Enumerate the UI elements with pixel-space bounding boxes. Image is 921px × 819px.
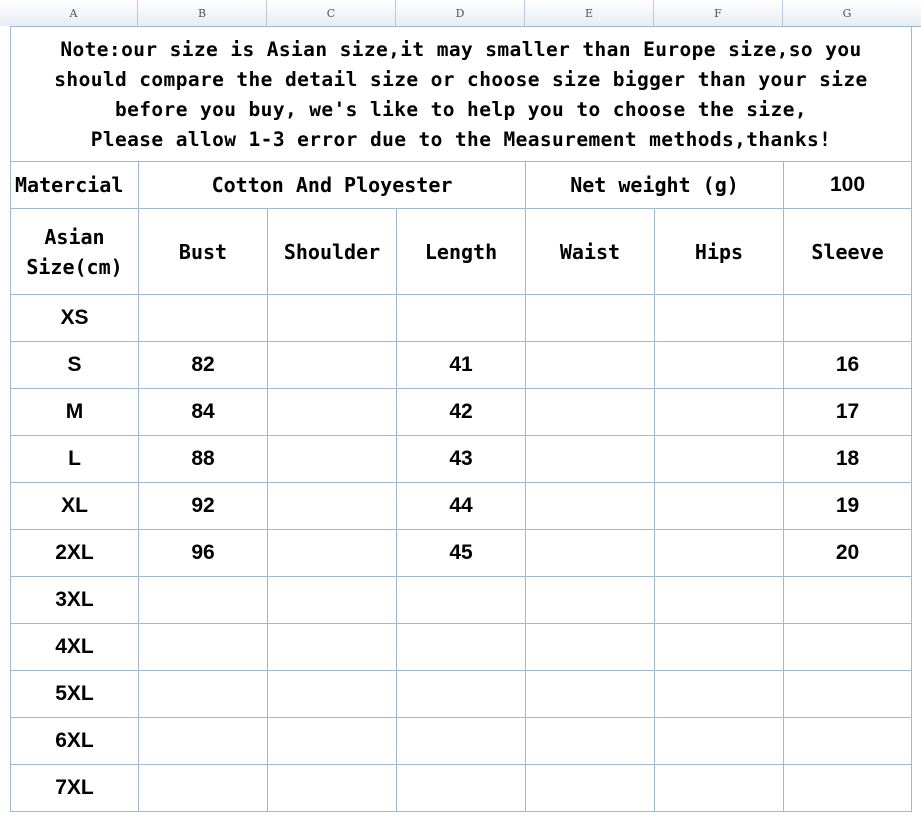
- table-row: [11, 530, 912, 577]
- cell-bust[interactable]: [139, 765, 268, 812]
- cell-bust[interactable]: [139, 295, 268, 342]
- cell-bust[interactable]: 92: [139, 483, 268, 530]
- cell-bust[interactable]: [139, 718, 268, 765]
- cell-bust[interactable]: 82: [139, 342, 268, 389]
- table-row: [11, 389, 912, 436]
- cell-bust[interactable]: [139, 577, 268, 624]
- size-label-cell[interactable]: 3XL: [11, 577, 139, 624]
- column-header-g[interactable]: G: [842, 6, 852, 20]
- cell-sleeve[interactable]: 19: [784, 483, 912, 530]
- cell-length[interactable]: [397, 671, 526, 718]
- cell-length[interactable]: 45: [397, 530, 526, 577]
- cell-hips[interactable]: [655, 436, 784, 483]
- table-row: [11, 577, 912, 624]
- material-value-cell[interactable]: Cotton And Ployester: [139, 162, 526, 209]
- cell-length[interactable]: 41: [397, 342, 526, 389]
- column-waist-header[interactable]: Waist: [526, 209, 655, 295]
- size-header-cell[interactable]: [11, 209, 139, 295]
- cell-hips[interactable]: [655, 342, 784, 389]
- cell-sleeve[interactable]: 16: [784, 342, 912, 389]
- cell-sleeve[interactable]: [784, 624, 912, 671]
- cell-length[interactable]: [397, 624, 526, 671]
- cell-sleeve[interactable]: [784, 295, 912, 342]
- size-label-cell[interactable]: L: [11, 436, 139, 483]
- corner-cell[interactable]: [0, 0, 10, 26]
- note-line-2: should compare the detail size or choose size bigger than your size: [54, 68, 868, 91]
- cell-shoulder[interactable]: [268, 436, 397, 483]
- column-shoulder-header[interactable]: Shoulder: [268, 209, 397, 295]
- table-row: [11, 436, 912, 483]
- cell-waist[interactable]: [526, 295, 655, 342]
- size-label-cell[interactable]: 5XL: [11, 671, 139, 718]
- size-label-cell[interactable]: 6XL: [11, 718, 139, 765]
- cell-hips[interactable]: [655, 718, 784, 765]
- size-chart-table: [10, 26, 912, 812]
- row-header-strip: [0, 26, 10, 819]
- column-bust-header[interactable]: Bust: [139, 209, 268, 295]
- cell-sleeve[interactable]: 20: [784, 530, 912, 577]
- cell-length[interactable]: [397, 718, 526, 765]
- column-header-b[interactable]: B: [138, 0, 267, 26]
- cell-shoulder[interactable]: [268, 671, 397, 718]
- cell-shoulder[interactable]: [268, 624, 397, 671]
- column-header-f[interactable]: F: [654, 0, 783, 26]
- cell-shoulder[interactable]: [268, 389, 397, 436]
- cell-sleeve[interactable]: [784, 671, 912, 718]
- net-weight-label-cell[interactable]: Net weight (g): [526, 162, 784, 209]
- cell-waist[interactable]: [526, 483, 655, 530]
- column-header-d[interactable]: D: [396, 0, 525, 26]
- cell-sleeve[interactable]: 18: [784, 436, 912, 483]
- column-length-header[interactable]: Length: [397, 209, 526, 295]
- cell-hips[interactable]: [655, 624, 784, 671]
- cell-waist[interactable]: [526, 718, 655, 765]
- cell-hips[interactable]: [655, 765, 784, 812]
- note-line-1: Note:our size is Asian size,it may smaller than Europe size,so you: [60, 38, 862, 61]
- cell-sleeve[interactable]: 17: [784, 389, 912, 436]
- size-header-line-1: Asian: [44, 224, 105, 249]
- cell-shoulder[interactable]: [268, 342, 397, 389]
- size-label-cell[interactable]: 7XL: [11, 765, 139, 812]
- column-hips-header[interactable]: Hips: [655, 209, 784, 295]
- cell-waist[interactable]: [526, 577, 655, 624]
- column-header-bar: [0, 0, 921, 27]
- cell-length[interactable]: [397, 577, 526, 624]
- cell-sleeve[interactable]: [784, 765, 912, 812]
- cell-sleeve[interactable]: [784, 577, 912, 624]
- cell-hips[interactable]: [655, 389, 784, 436]
- cell-length[interactable]: 43: [397, 436, 526, 483]
- cell-bust[interactable]: 84: [139, 389, 268, 436]
- cell-bust[interactable]: 96: [139, 530, 268, 577]
- cell-shoulder[interactable]: [268, 577, 397, 624]
- note-line-3: before you buy, we's like to help you to choose the size,: [115, 98, 807, 121]
- size-label-cell[interactable]: 4XL: [11, 624, 139, 671]
- table-row: [11, 624, 912, 671]
- cell-waist[interactable]: [526, 671, 655, 718]
- size-label-cell[interactable]: XL: [11, 483, 139, 530]
- size-label-cell[interactable]: 2XL: [11, 530, 139, 577]
- cell-hips[interactable]: [655, 295, 784, 342]
- cell-shoulder[interactable]: [268, 718, 397, 765]
- cell-length[interactable]: 42: [397, 389, 526, 436]
- size-rows: [11, 295, 912, 812]
- column-sleeve-header[interactable]: Sleeve: [784, 209, 912, 295]
- table-row: [11, 718, 912, 765]
- cell-hips[interactable]: [655, 577, 784, 624]
- table-row: [11, 671, 912, 718]
- cell-shoulder[interactable]: [268, 295, 397, 342]
- cell-waist[interactable]: [526, 389, 655, 436]
- cell-waist[interactable]: [526, 530, 655, 577]
- cell-length[interactable]: [397, 295, 526, 342]
- cell-sleeve[interactable]: [784, 718, 912, 765]
- cell-length[interactable]: [397, 765, 526, 812]
- column-header-e[interactable]: E: [525, 0, 654, 26]
- cell-bust[interactable]: [139, 624, 268, 671]
- size-label-cell[interactable]: XS: [11, 295, 139, 342]
- cell-shoulder[interactable]: [268, 483, 397, 530]
- cell-shoulder[interactable]: [268, 530, 397, 577]
- note-cell[interactable]: [11, 27, 912, 162]
- cell-waist[interactable]: [526, 765, 655, 812]
- cell-shoulder[interactable]: [268, 765, 397, 812]
- column-header-c[interactable]: C: [267, 0, 396, 26]
- cell-waist[interactable]: [526, 342, 655, 389]
- table-row: [11, 295, 912, 342]
- table-row: [11, 342, 912, 389]
- cell-hips[interactable]: [655, 671, 784, 718]
- cell-waist[interactable]: [526, 436, 655, 483]
- cell-waist[interactable]: [526, 624, 655, 671]
- column-header-a[interactable]: A: [10, 0, 138, 26]
- size-header-line-2: Size(cm): [26, 254, 123, 279]
- table-row: [11, 765, 912, 812]
- cell-length[interactable]: 44: [397, 483, 526, 530]
- size-label-cell[interactable]: S: [11, 342, 139, 389]
- material-label-cell[interactable]: Matercial: [11, 162, 139, 209]
- cell-hips[interactable]: [655, 483, 784, 530]
- table-row: [11, 483, 912, 530]
- size-label-cell[interactable]: M: [11, 389, 139, 436]
- cell-bust[interactable]: 88: [139, 436, 268, 483]
- cell-bust[interactable]: [139, 671, 268, 718]
- note-line-4: Please allow 1-3 error due to the Measurement methods,thanks!: [90, 128, 832, 151]
- net-weight-value-cell[interactable]: 100: [784, 162, 912, 209]
- cell-hips[interactable]: [655, 530, 784, 577]
